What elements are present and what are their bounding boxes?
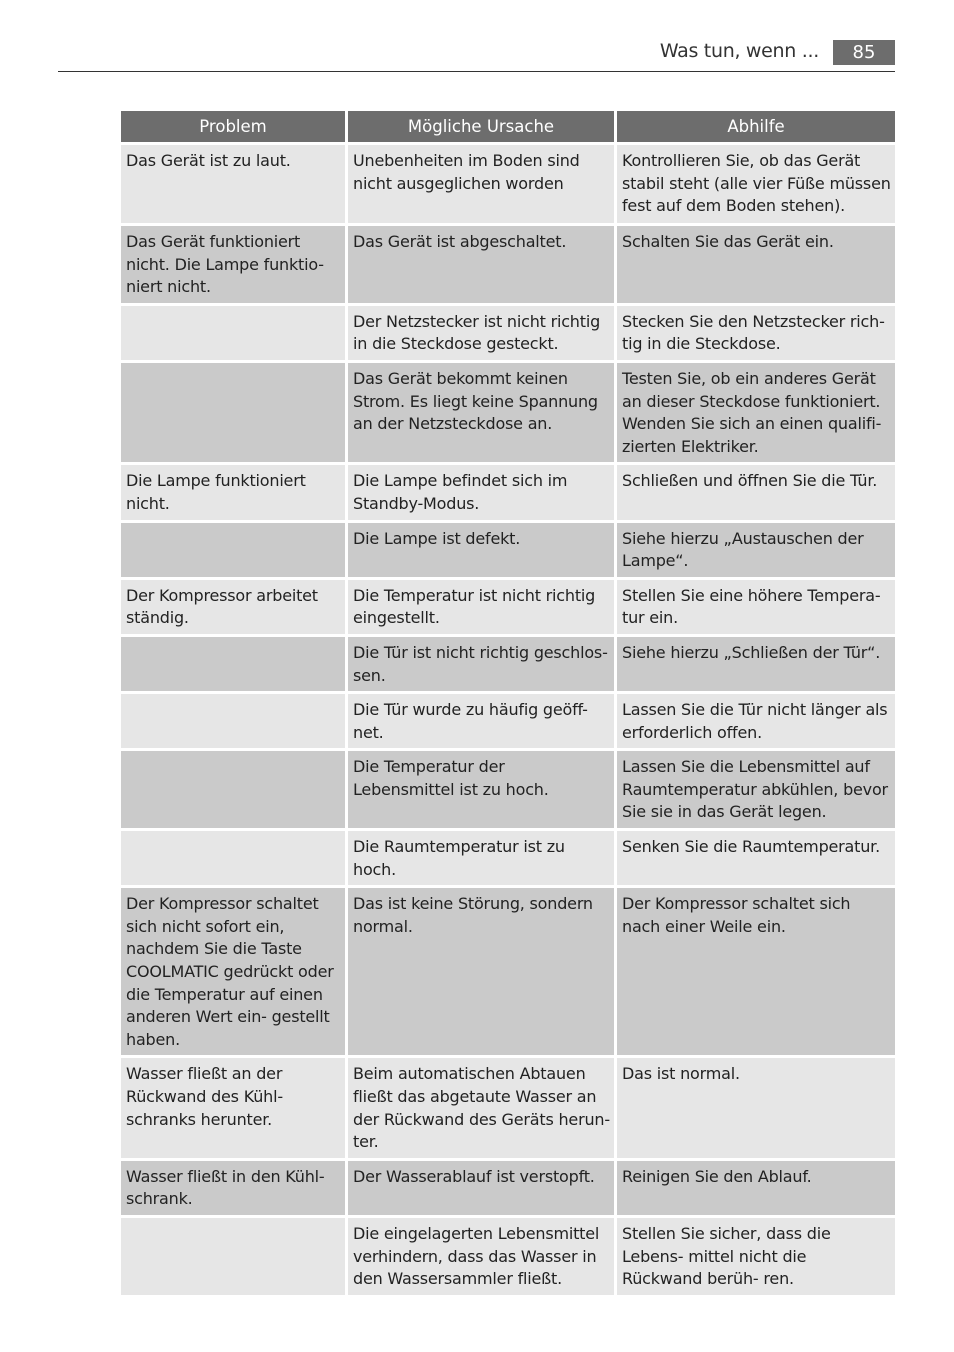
cause-cell: Das Gerät ist abgeschaltet. xyxy=(348,226,614,303)
cause-cell: Die Temperatur der Lebensmittel ist zu hoch. xyxy=(348,751,614,828)
remedy-cell: Stecken Sie den Netzstecker rich- tig in die Steckdose. xyxy=(617,306,895,360)
problem-cell xyxy=(121,831,345,885)
remedy-cell: Siehe hierzu „Austauschen der Lampe“. xyxy=(617,523,895,577)
cause-cell: Die Tür ist nicht richtig geschlos- sen. xyxy=(348,637,614,691)
problem-cell: Die Lampe funktioniert nicht. xyxy=(121,465,345,519)
table-row xyxy=(121,694,895,748)
problem-cell: Wasser fließt in den Kühl- schrank. xyxy=(121,1161,345,1215)
remedy-cell: Das ist normal. xyxy=(617,1058,895,1157)
cause-cell: Die Temperatur ist nicht richtig eingestellt. xyxy=(348,580,614,634)
problem-cell: Der Kompressor arbeitet ständig. xyxy=(121,580,345,634)
table-row xyxy=(121,580,895,634)
table-row xyxy=(121,888,895,1055)
table-row xyxy=(121,1218,895,1295)
remedy-cell: Schließen und öffnen Sie die Tür. xyxy=(617,465,895,519)
table-row xyxy=(121,145,895,223)
cause-cell: Die Lampe befindet sich im Standby-Modus. xyxy=(348,465,614,519)
remedy-cell: Reinigen Sie den Ablauf. xyxy=(617,1161,895,1215)
cause-cell: Beim automatischen Abtauen fließt das abgetaute Wasser an der Rückwand des Geräts herun- ter. xyxy=(348,1058,614,1157)
column-header-problem: Problem xyxy=(121,111,345,142)
column-header-cause: Mögliche Ursache xyxy=(348,111,614,142)
problem-cell xyxy=(121,306,345,360)
problem-cell: Das Gerät ist zu laut. xyxy=(121,145,345,223)
table-row xyxy=(121,1058,895,1157)
problem-cell xyxy=(121,751,345,828)
problem-cell: Das Gerät funktioniert nicht. Die Lampe funktio- niert nicht. xyxy=(121,226,345,303)
cause-cell: Das Gerät bekommt keinen Strom. Es liegt keine Spannung an der Netzsteckdose an. xyxy=(348,363,614,462)
cause-cell: Der Netzstecker ist nicht richtig in die Steckdose gesteckt. xyxy=(348,306,614,360)
page-number: 85 xyxy=(833,40,895,65)
remedy-cell: Stellen Sie sicher, dass die Lebens- mittel nicht die Rückwand berüh- ren. xyxy=(617,1218,895,1295)
remedy-cell: Der Kompressor schaltet sich nach einer Weile ein. xyxy=(617,888,895,1055)
remedy-cell: Lassen Sie die Tür nicht länger als erforderlich offen. xyxy=(617,694,895,748)
cause-cell: Unebenheiten im Boden sind nicht ausgeglichen worden xyxy=(348,145,614,223)
table-row xyxy=(121,637,895,691)
problem-cell xyxy=(121,1218,345,1295)
table-row xyxy=(121,831,895,885)
cause-cell: Der Wasserablauf ist verstopft. xyxy=(348,1161,614,1215)
cause-cell: Die Raumtemperatur ist zu hoch. xyxy=(348,831,614,885)
table-row xyxy=(121,751,895,828)
table-row xyxy=(121,226,895,303)
remedy-cell: Schalten Sie das Gerät ein. xyxy=(617,226,895,303)
problem-cell xyxy=(121,694,345,748)
remedy-cell: Siehe hierzu „Schließen der Tür“. xyxy=(617,637,895,691)
remedy-cell: Kontrollieren Sie, ob das Gerät stabil steht (alle vier Füße müssen fest auf dem Boden stehen). xyxy=(617,145,895,223)
page-header xyxy=(58,38,895,72)
table-row xyxy=(121,523,895,577)
table-row xyxy=(121,465,895,519)
cause-cell: Die Lampe ist defekt. xyxy=(348,523,614,577)
section-title: Was tun, wenn ... xyxy=(659,40,819,62)
cause-cell: Die Tür wurde zu häufig geöff- net. xyxy=(348,694,614,748)
remedy-cell: Lassen Sie die Lebensmittel auf Raumtemperatur abkühlen, bevor Sie sie in das Gerät legen. xyxy=(617,751,895,828)
problem-cell xyxy=(121,637,345,691)
cause-cell: Das ist keine Störung, sondern normal. xyxy=(348,888,614,1055)
problem-cell: Der Kompressor schaltet sich nicht sofort ein, nachdem Sie die Taste COOLMATIC gedrückt oder die Temperatur auf einen anderen Wert ein- gestellt haben. xyxy=(121,888,345,1055)
remedy-cell: Stellen Sie eine höhere Tempera- tur ein. xyxy=(617,580,895,634)
remedy-cell: Testen Sie, ob ein anderes Gerät an dieser Steckdose funktioniert. Wenden Sie sich an einen qualifi- zierten Elektriker. xyxy=(617,363,895,462)
problem-cell xyxy=(121,363,345,462)
remedy-cell: Senken Sie die Raumtemperatur. xyxy=(617,831,895,885)
table-row xyxy=(121,363,895,462)
troubleshooting-table xyxy=(118,108,898,1298)
problem-cell: Wasser fließt an der Rückwand des Kühl- schranks herunter. xyxy=(121,1058,345,1157)
table-header-row xyxy=(121,111,895,142)
table-row xyxy=(121,1161,895,1215)
cause-cell: Die eingelagerten Lebensmittel verhindern, dass das Wasser in den Wassersammler fließt. xyxy=(348,1218,614,1295)
table-row xyxy=(121,306,895,360)
column-header-remedy: Abhilfe xyxy=(617,111,895,142)
problem-cell xyxy=(121,523,345,577)
